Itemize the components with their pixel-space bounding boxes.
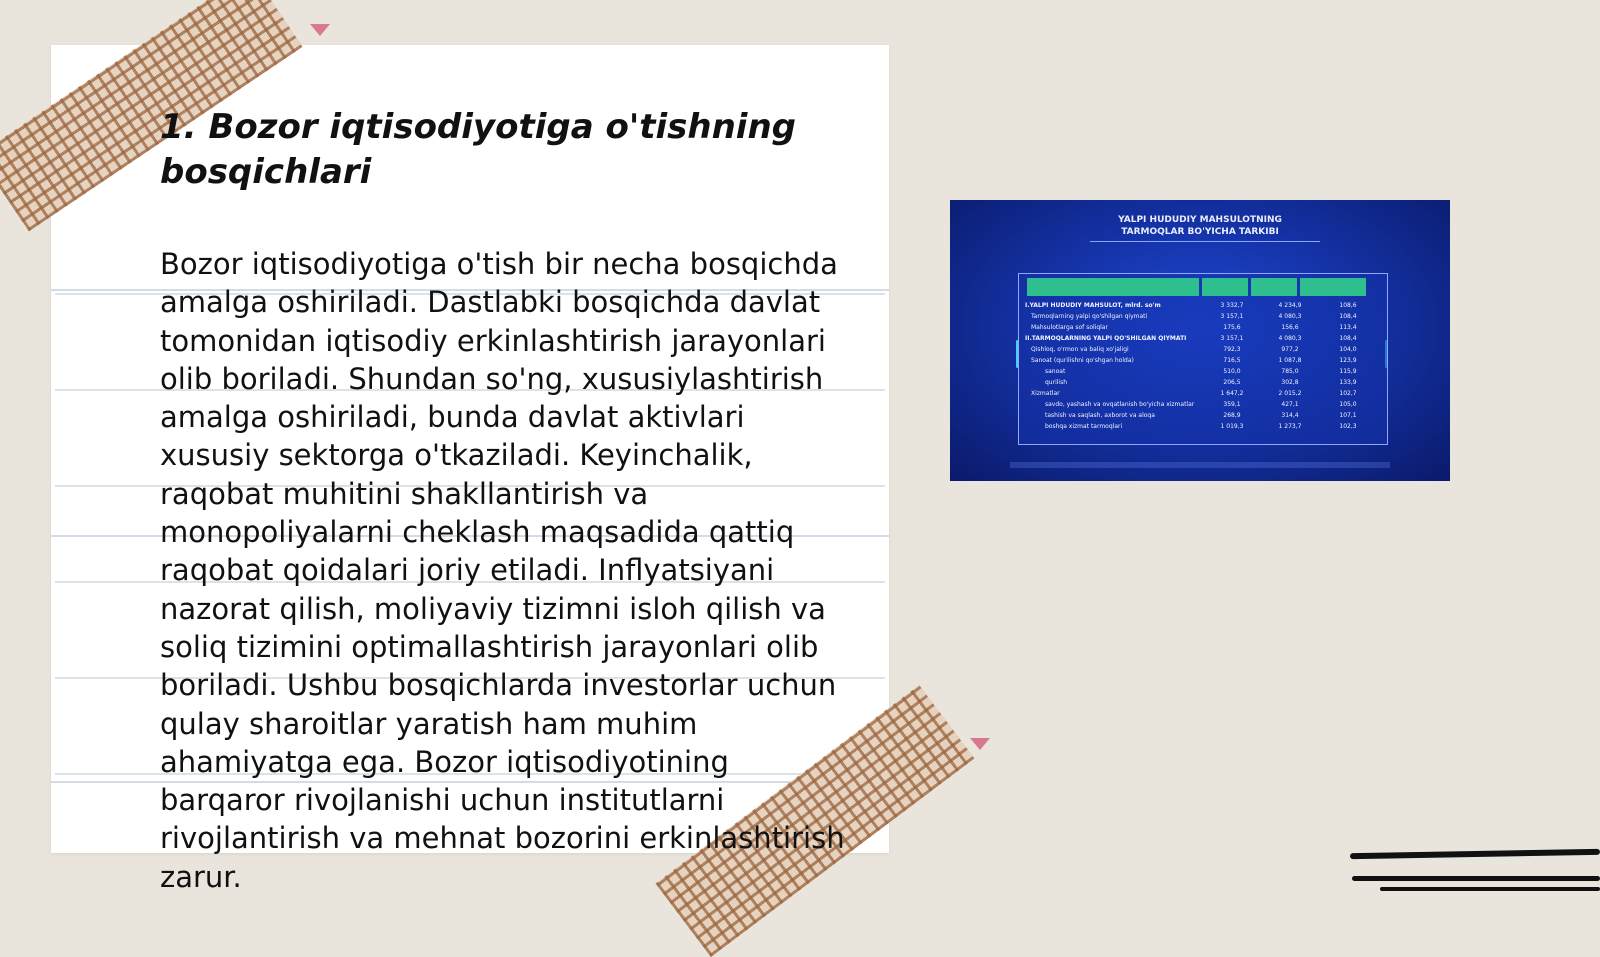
- table-row: Mahsulotlarga sof soliqlar 175,6 156,6 113,4: [1031, 324, 1357, 331]
- slide-body-text: Bozor iqtisodiyotiga o'tish bir necha bosqichda amalga oshiriladi. Dastlabki bosqichda davlat tomonidan iqtisodiy erkinlashtirish jarayonlari olib boriladi. Shundan so'ng, xususiylashtirish amalga oshiriladi, bunda davlat aktivlari xususiy sektorga o'tkaziladi. Keyinchalik, raqobat muhitini shakllantirish va monopoliyalarni cheklash maqsadida qattiq raqobat qoidalari joriy etiladi. Inflyatsiyani nazorat qilish, moliyaviy tizimni isloh qilish va soliq tizimini optimallashtirish jarayonlari olib boriladi. Ushbu bosqichlarda investorlar uchun qulay sharoitlar yaratish ham muhim ahamiyatga ega. Bozor iqtisodiyotining barqaror rivojlanishi uchun institutlarni rivojlantirish va mehnat bozorini erkinlashtirish zarur.: [160, 247, 845, 894]
- pin-icon: [310, 24, 330, 36]
- table-row: Qishloq, o'rmon va baliq xo'jaligi 792,3 977,2 104,0: [1031, 346, 1357, 353]
- slide-title: 1. Bozor iqtisodiyotiga o'tishning bosqichlari: [160, 107, 796, 192]
- table-row: Xizmatlar 1 647,2 2 015,2 102,7: [1031, 390, 1357, 397]
- pin-icon: [970, 738, 990, 750]
- image-table: [1018, 273, 1388, 445]
- table-row: Sanoat (qurilishni qo'shgan holda) 716,5 1 087,8 123,9: [1031, 357, 1357, 364]
- image-title-underline: [1090, 241, 1320, 242]
- table-row: tashish va saqlash, axborot va aloqa 268,9 314,4 107,1: [1045, 412, 1357, 419]
- table-row: I.YALPI HUDUDIY MAHSULOT, mlrd. so'm 3 332,7 4 234,9 108,6: [1025, 302, 1357, 309]
- table-row: Tarmoqlarning yalpi qo'shilgan qiymati 3 157,1 4 080,3 108,4: [1031, 313, 1357, 320]
- table-row: boshqa xizmat tarmoqlari 1 019,3 1 273,7 102,3: [1045, 423, 1357, 430]
- image-footer-strip: [1010, 462, 1390, 468]
- gdp-structure-image: [950, 200, 1450, 481]
- brush-stroke: [1350, 849, 1600, 859]
- table-row: sanoat 510,0 785,0 115,9: [1045, 368, 1357, 375]
- brush-stroke: [1352, 876, 1600, 881]
- table-row: II.TARMOQLARNING YALPI QO'SHILGAN QIYMATI 3 157,1 4 080,3 108,4: [1025, 335, 1357, 342]
- table-row: qurilish 206,5 302,8 133,9: [1045, 379, 1357, 386]
- image-table-rows: [1025, 300, 1381, 432]
- image-title: YALPI HUDUDIY MAHSULOTNING TARMOQLAR BO'YICHA TARKIBI: [1118, 215, 1282, 237]
- image-table-header: [1027, 278, 1377, 296]
- table-row: savdo, yashash va ovqatlanish bo'yicha xizmatlar 359,1 427,1 105,0: [1045, 401, 1357, 408]
- brush-stroke: [1380, 887, 1600, 891]
